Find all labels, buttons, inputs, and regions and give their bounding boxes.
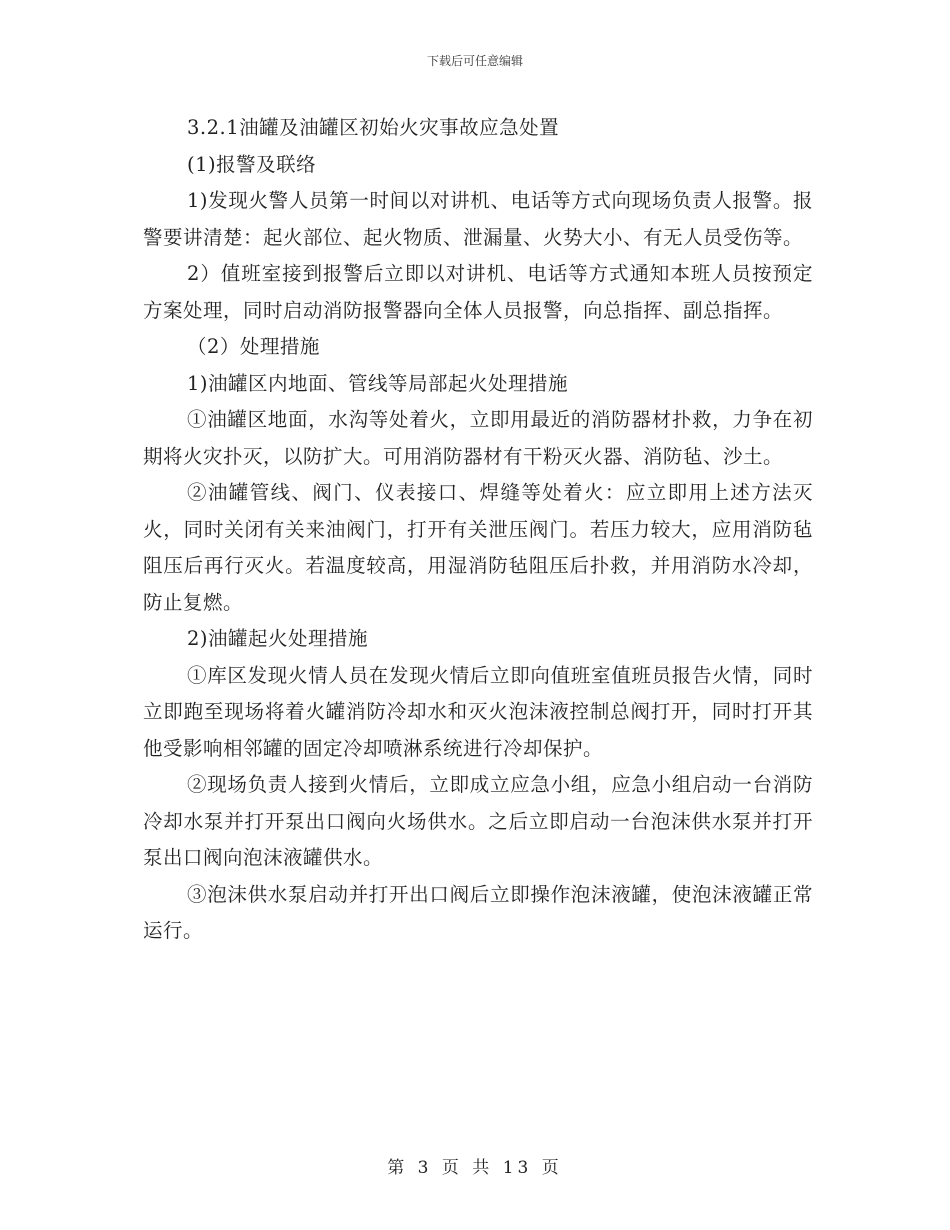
paragraph-tank-fire-2: ②现场负责人接到火情后，立即成立应急小组，应急小组启动一台消防冷却水泵并打开泵出口阀向火场供水。之后立即启动一台泡沫供水泵并打开泵出口阀向泡沫液罐供水。	[143, 773, 813, 869]
page-header-note: 下载后可任意编辑	[426, 54, 523, 68]
subsection-heading-measures: （2）处理措施	[187, 335, 320, 358]
paragraph-tank-fire-1: ①库区发现火情人员在发现火情后立即向值班室值班员报告火情，同时立即跑至现场将着火罐消防冷却水和灭火泡沫液控制总阀打开，同时打开其他受影响相邻罐的固定冷却喷淋系统进行冷却保护。	[143, 663, 813, 760]
subsection-heading-alarm: (1)报警及联络	[187, 152, 317, 176]
paragraph-ground-fire-1: ①油罐区地面，水沟等处着火，立即用最近的消防器材扑救，力争在初期将火灾扑灭，以防扩大。可用消防器材有干粉灭火器、消防毡、沙土。	[143, 408, 813, 468]
section-heading-3-2-1: 3.2.1油罐及油罐区初始火灾事故应急处置	[187, 116, 560, 139]
page-number-footer: 第 3 页 共 13 页	[387, 1158, 563, 1178]
paragraph-alarm-2: 2）值班室接到报警后立即以对讲机、电话等方式通知本班人员按预定方案处理，同时启动消防报警器向全体人员报警，向总指挥、副总指挥。	[143, 262, 813, 322]
paragraph-alarm-1: 1)发现火警人员第一时间以对讲机、电话等方式向现场负责人报警。报警要讲清楚：起火部位、起火物质、泄漏量、火势大小、有无人员受伤等。	[143, 189, 813, 249]
document-body	[143, 110, 813, 950]
paragraph-ground-fire-2: ②油罐管线、阀门、仪表接口、焊缝等处着火：应立即用上述方法灭火，同时关闭有关来油阀门，打开有关泄压阀门。若压力较大，应用消防毡阻压后再行灭火。若温度较高，用湿消防毡阻压后扑救，并用消防水冷却，防止复燃。	[143, 481, 813, 614]
item-heading-ground-fire: 1)油罐区内地面、管线等局部起火处理措施	[187, 371, 569, 395]
item-heading-tank-fire: 2)油罐起火处理措施	[187, 627, 369, 650]
paragraph-tank-fire-3: ③泡沫供水泵启动并打开出口阀后立即操作泡沫液罐，使泡沫液罐正常运行。	[143, 882, 813, 942]
